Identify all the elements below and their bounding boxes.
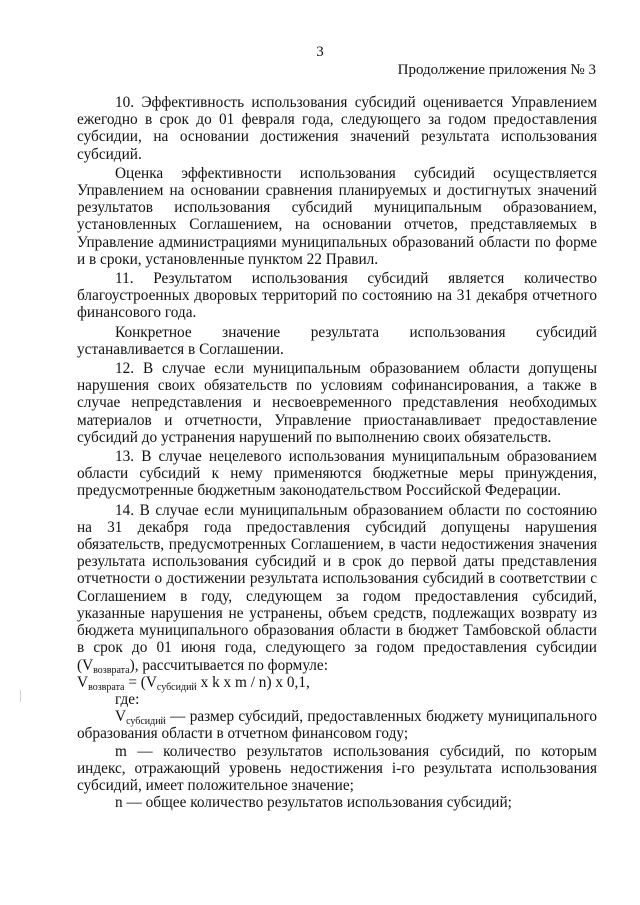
appendix-continuation-label: Продолжение приложения № 3 xyxy=(397,62,596,78)
formula-v-subscript: возврата xyxy=(88,681,125,693)
paragraph-12: 12. В случае если муниципальным образованием области допущены нарушения своих обязательств по условиям софинансирования, а также в случае непредставления и несвоевременного представления необходимых материалов и отчетности, Управление приостанавливает предоставление субсидий до устранения нарушений по выполнению своих обязательств. xyxy=(77,360,597,446)
document-body xyxy=(77,94,597,811)
paragraph-10: 10. Эффективность использования субсидий оценивается Управлением ежегодно в срок до 01 февраля года, следующего за годом предоставления субсидии, на основании достижения значений результата использования субсидий. xyxy=(77,94,597,163)
paragraph-14-subscript: возврата xyxy=(93,664,130,676)
refund-formula xyxy=(77,674,597,691)
formula-eq-open: = (V xyxy=(124,673,157,691)
formula-v: V xyxy=(77,673,89,691)
paragraph-14 xyxy=(77,502,597,674)
margin-mark xyxy=(20,690,21,702)
page-number: 3 xyxy=(316,44,324,60)
definition-v-symbol: V xyxy=(115,708,127,726)
definitions-where: где: xyxy=(115,690,140,708)
definition-v xyxy=(77,708,597,742)
paragraph-14-text: 14. В случае если муниципальным образованием области по состоянию на 31 декабря года предоставления субсидий допущены нарушения обязательств, предусмотренных Соглашением, в части недостижения значения результата использования субсидий и в срок до первой даты представления отчетности о достижении результата использования субсидий в соответствии с Соглашением в году, следующем за годом предоставления субсидий, указанные нарушения не устранены, объем средств, подлежащих возврату из бюджета муниципального образования области в бюджет Тамбовской области в срок до 01 июня года, следующего за годом предоставления субсидии (V xyxy=(77,501,597,674)
paragraph-13: 13. В случае нецелевого использования муниципальным образованием области субсидий к нему применяются бюджетные меры принуждения, предусмотренные бюджетным законодательством Российской Федерации. xyxy=(77,448,597,500)
definition-m: m — количество результатов использования субсидий, по которым индекс, отражающий уровень недостижения i-го результата использования субсидий, имеет положительное значение; xyxy=(77,742,597,794)
definition-v-text: — размер субсидий, предоставленных бюджету муниципального образования области в отчетном финансовом году; xyxy=(77,708,597,743)
paragraph-14-tail: ), рассчитывается по формуле: xyxy=(129,656,328,674)
paragraph-11: 11. Результатом использования субсидий является количество благоустроенных дворовых территорий по состоянию на 31 декабря отчетного финансового года. xyxy=(77,270,597,322)
formula-subsidy-subscript: субсидий xyxy=(156,681,197,693)
definition-v-subscript: субсидий xyxy=(126,716,166,728)
paragraph-10-assessment: Оценка эффективности использования субсидий осуществляется Управлением на основании сравнения планируемых и достигнутых значений результатов использования субсидий муниципальным образованием, установленных Соглашением, на основании отчетов, представляемых в Управление администрациями муниципальных образований области по форме и в сроки, установленные пунктом 22 Правил. xyxy=(77,164,597,268)
definition-n: n — общее количество результатов использования субсидий; xyxy=(115,794,512,812)
formula-rest: x k x m / n) x 0,1, xyxy=(196,673,310,691)
paragraph-11-value: Конкретное значение результата использования субсидий устанавливается в Соглашении. xyxy=(77,323,597,358)
